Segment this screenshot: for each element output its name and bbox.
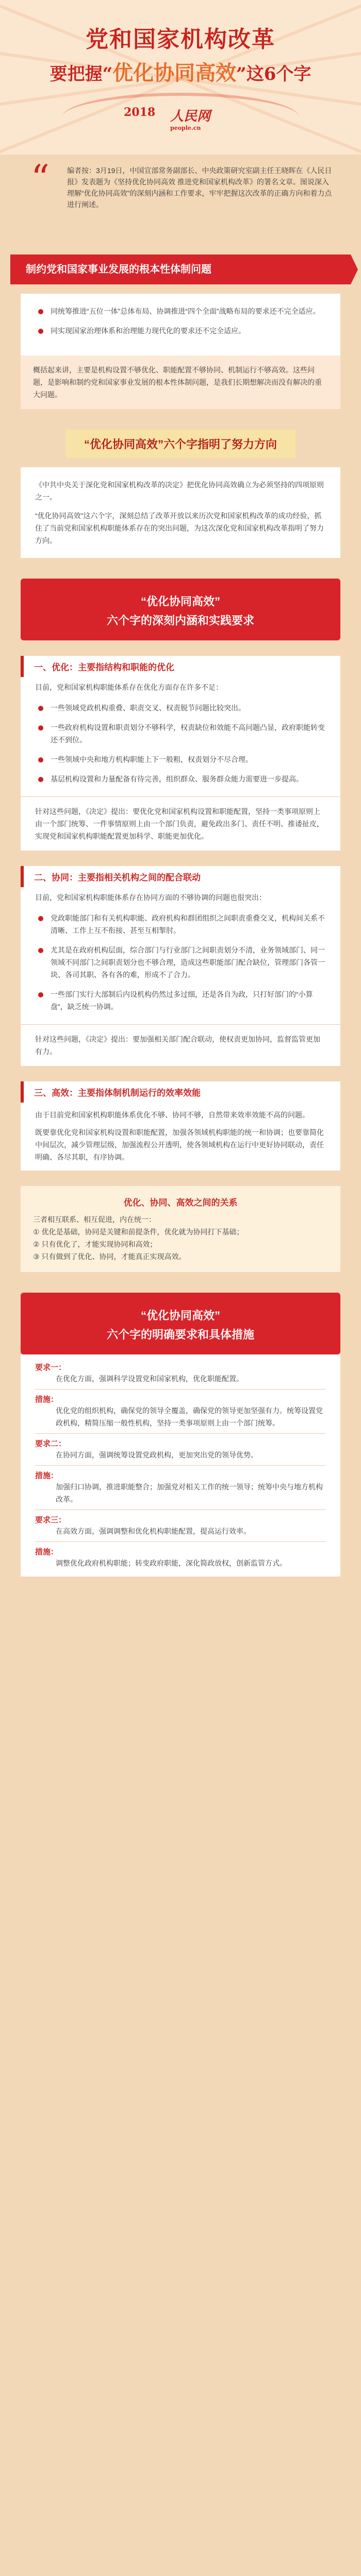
sub-heading-text: 一、优化：主要指结构和职能的优化: [34, 663, 174, 672]
sub-heading-efficient: [21, 1081, 340, 1103]
list-item: [35, 944, 326, 981]
bullet-icon: [38, 309, 43, 314]
section1-note: 概括起来讲，主要是机构设置不够优化、职能配置不够协同、机制运行不够高效。这些问题，是影响和制约党和国家事业发展的根本性体制问题，是我们长期想解决而没有解决的重大问题。: [21, 355, 340, 409]
requirement-body: 调整优化政府机构职能；转变政府职能，深化简政放权，创新监管方式。: [56, 1559, 287, 1567]
section3-title-line1: “优化协同高效”: [140, 595, 220, 608]
paragraph: “优化协同高效”这六个字，深刻总结了改革开放以来历次党和国家机构改革的成功经验，抓住了当前党和国家机构职能体系存在的突出问题，为这次深化党和国家机构改革指明了努力方向。: [35, 512, 324, 545]
lead-text: 目前，党和国家机构职能体系存在优化方面存在许多不足：: [21, 677, 340, 698]
requirement-label: 措施：: [35, 1395, 59, 1404]
relation-line-text: 优化是基础，协同是关键和前提条件，优化就为协同打下基础；: [41, 1228, 244, 1236]
subtitle-post: ”这6个字: [236, 64, 311, 84]
relation-line: ① 优化是基础，协同是关键和前提条件，优化就为协同打下基础；: [33, 1228, 244, 1236]
section3-title-box: [21, 579, 340, 640]
requirement-body: 在高效方面，强调调整和优化机构职能配置，提高运行效率。: [56, 1527, 251, 1535]
points-list: [21, 908, 340, 1024]
list-item: [35, 773, 326, 785]
section4-title-box: [21, 1293, 340, 1354]
requirement-item: [35, 1438, 326, 1461]
relation-line: ③ 只有做到了优化、协同，才能真正实现高效。: [33, 1252, 186, 1261]
page-subtitle: [0, 57, 361, 86]
list-item: [35, 702, 326, 714]
logo-2018: 2018: [124, 106, 156, 119]
section4-title-line1: “优化协同高效”: [140, 1309, 220, 1322]
requirement-item: [35, 1362, 326, 1385]
bullet-icon: [38, 948, 43, 953]
requirements-list: [21, 1354, 340, 1577]
relation-line: 三者相互联系、相互促进，内在统一：: [33, 1215, 156, 1224]
lead-text: 目前，党和国家机构职能体系存在协同方面的不够协调的问题也很突出：: [21, 887, 340, 908]
points-list: [21, 698, 340, 796]
section2-card: [21, 467, 340, 558]
bullet-icon: [38, 329, 43, 334]
requirement-body: 加强归口协调，推进职能整合；加强党对相关工作的统一领导；统筹中央与地方机构改革。: [56, 1483, 323, 1503]
bullet-icon: [38, 992, 43, 997]
relation-line: ② 只有优化了，才能实现协同和高效；: [33, 1240, 157, 1248]
section2-heading-wrap: [0, 430, 361, 458]
relation-line-text: 只有优化了，才能实现协同和高效；: [41, 1240, 157, 1248]
bullet-text: 一些领域党政机构重叠、职责交叉、权责脱节问题比较突出。: [51, 704, 245, 712]
list-item: [35, 912, 326, 937]
bullet-icon: [38, 916, 43, 921]
bullet-text: 党政职能部门和有关机构职能、政府机构和群团组织之间职责重叠交叉，机构间关系不清晰、工作上互不衔接、甚至互相掣肘。: [51, 914, 325, 935]
bullet-text: 同实现国家治理体系和治理能力现代化的要求还不完全适应。: [51, 327, 245, 335]
list-item: [35, 721, 326, 746]
bullet-text: 同统筹推进“五位一体”总体布局、协调推进“四个全面”战略布局的要求还不完全适应。: [51, 307, 320, 315]
requirement-label: 要求一：: [35, 1363, 67, 1372]
bullet-icon: [38, 725, 43, 731]
bullet-text: 基层机构设置和力量配备有待完善，组织群众、服务群众能力需要进一步提高。: [51, 775, 303, 783]
list-item: [35, 988, 326, 1013]
requirement-text: 针对这些问题，《决定》提出：要加强相关部门配合联动，使权责更加协同，监督监管更加有力。: [21, 1024, 340, 1066]
divider: [35, 1433, 326, 1434]
requirement-label: 措施：: [35, 1471, 59, 1480]
sub-heading-coordinate: [21, 866, 340, 887]
requirement-item: [35, 1546, 326, 1569]
requirement-item: [35, 1394, 326, 1429]
list-item: [35, 305, 326, 317]
banner-tail: [351, 255, 358, 284]
paragraph: 由于目前党和国家机构职能体系优化不够、协同不够，自然带来效率效能不高的问题。: [35, 1111, 309, 1119]
bullet-text: 一些政府机构设置和职责划分不够科学，权责缺位和效能不高问题凸显，政府职能转变还不到位。: [51, 723, 325, 744]
requirement-body: 优化党的组织机构，确保党的领导全覆盖，确保党的领导更加坚强有力。统筹设置党政机构，精简压缩一般性机构，坚持一类事项原则上由一个部门统筹。: [56, 1406, 323, 1427]
requirement-label: 要求三：: [35, 1516, 67, 1524]
relation-line-text: 只有做到了优化、协同，才能真正实现高效。: [41, 1252, 186, 1261]
sub-heading-optimize: [21, 656, 340, 677]
points-list: [21, 1103, 340, 1171]
sub-heading-text: 三、高效：主要指体制机制运行的效率效能: [34, 1088, 201, 1098]
quote-icon: “: [31, 157, 50, 199]
relation-heading: 优化、协同、高效之间的关系: [123, 1198, 238, 1208]
divider: [35, 1541, 326, 1542]
bullet-icon: [38, 757, 43, 762]
brand-name: 人民网: [170, 109, 211, 124]
header: [0, 0, 361, 155]
bullet-icon: [38, 777, 43, 782]
relation-box: [21, 1186, 340, 1272]
section2-heading: “优化协同高效”六个字指明了努力方向: [65, 430, 296, 458]
section-banner: [10, 255, 351, 284]
banner-text: 制约党和国家事业发展的根本性体制问题: [26, 264, 211, 275]
paragraph: 既要靠优化党和国家机构设置和职能配置，加强各领域机构职能的统一和协调；也要靠简化中间层次，减少管理层级，加强流程公开透明，使各领域机构在运行中更好协同联动，责任明确、各尽其职，有序协调。: [35, 1128, 324, 1161]
requirement-label: 措施：: [35, 1548, 59, 1556]
section1-card: [21, 294, 340, 355]
divider: [35, 1465, 326, 1466]
brand-logo: [170, 106, 210, 131]
bullet-text: 一些部门实行大部制后内设机构仍然过多过细，还是各自为政，只打好部门的“小算盘”，缺乏统一协调。: [51, 990, 313, 1011]
paragraph: 《中共中央关于深化党和国家机构改革的决定》把优化协同高效确立为必须坚持的四项原则之一。: [35, 481, 324, 501]
requirement-label: 要求二：: [35, 1439, 67, 1448]
intro: [21, 157, 340, 242]
brand-mini: people.cn: [170, 125, 201, 131]
requirement-item: [35, 1470, 326, 1505]
requirement-item: [35, 1514, 326, 1537]
sub-heading-text: 二、协同：主要指相关机构之间的配合联动: [34, 873, 201, 883]
list-item: [35, 325, 326, 337]
section3-title-line2: 六个字的深刻内涵和实践要求: [106, 614, 254, 627]
bullet-text: 一些领域中央和地方机构职能上下一般粗，权责划分不尽合理。: [51, 755, 253, 764]
bullet-text: 尤其是在政府机构层面，综合部门与行业部门之间职责划分不清，业务领域部门、同一领域不同部门之间职责划分也不够合理，造成这些职能部门配合缺位，管理部门各管一块、各司其职、各有各的难，形成不了合力。: [51, 946, 325, 979]
bullet-icon: [38, 706, 43, 711]
section4-title-line2: 六个字的明确要求和具体措施: [106, 1328, 254, 1341]
list-item: [35, 753, 326, 766]
intro-text: 编者按：3月19日，中国宣部常务副部长、中央政策研究室副主任王晓晖在《人民日报》发表题为《坚持优化协同高效 推进党和国家机构改革》的署名文章。图说深入理解“优化协同高效”的深刻内涵和工作要求，牢牢把握这次改革的正确方向和着力点进行阐述。: [67, 166, 332, 209]
subtitle-accent: 优化协同高效: [112, 61, 237, 85]
requirement-body: 在优化方面，强调科学设置党和国家机构，优化职能配置。: [56, 1375, 243, 1383]
page-title: 党和国家机构改革: [86, 26, 275, 53]
requirement-text: 针对这些问题，《决定》提出：要优化党和国家机构设置和职能配置，坚持一类事项原则上由一个部门统筹、一件事情原则上由一个部门负责，避免政出多门、责任不明、推诿扯皮，实现党和国家机构职能配置更加科学、职能更加优化。: [21, 796, 340, 851]
requirement-body: 在协同方面，强调统筹设置党政机构，更加突出党的领导优势。: [56, 1451, 258, 1459]
subtitle-pre: 要把握“: [50, 64, 113, 84]
